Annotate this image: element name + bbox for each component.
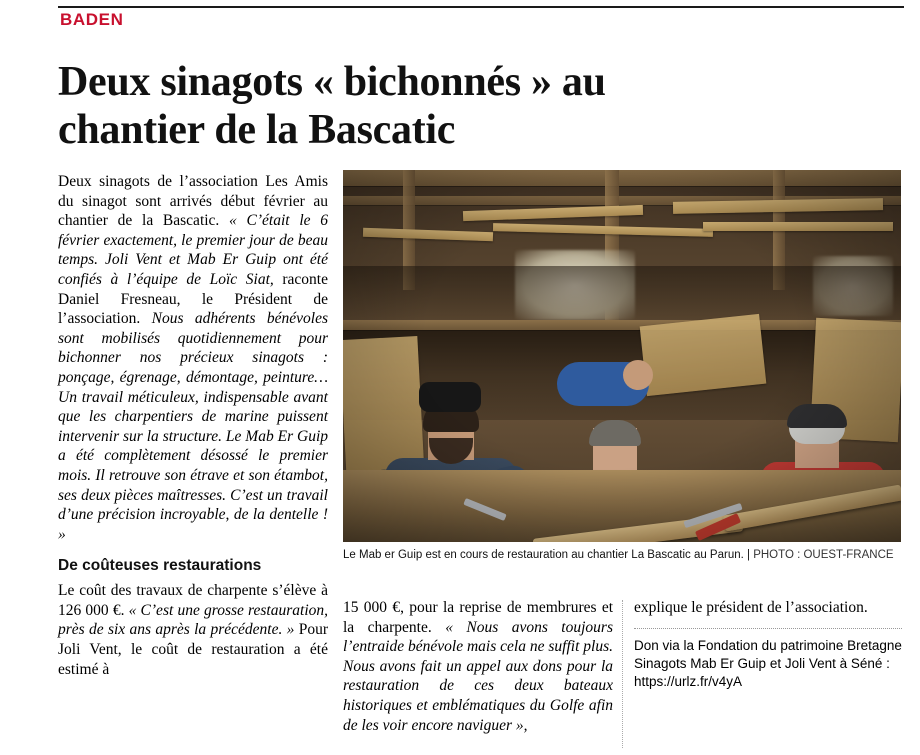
- section-subheading: De coûteuses restaurations: [58, 557, 262, 575]
- article-paragraph-intro: [58, 172, 328, 544]
- top-divider-rule: [58, 6, 904, 8]
- donation-infobox: Don via la Fondation du patrimoine Bretagne Sinagots Mab Er Guip et Joli Vent à Séné : https://urlz.fr/v4yA: [634, 637, 902, 689]
- cost-text-a: Le coût des travaux de charpente s’élève à 126 000 €.: [58, 582, 328, 619]
- page-title: Deux sinagots « bichonnés » au chantier de la Bascatic: [58, 59, 606, 154]
- article-photo: [343, 170, 901, 542]
- photo-credit: PHOTO : OUEST-FRANCE: [753, 549, 894, 561]
- workshop-boat-restoration-image: [343, 170, 901, 542]
- article-paragraph-donation: [343, 598, 613, 735]
- attribution-text-1: raconte Daniel Fresneau, le Président de l’association.: [58, 270, 328, 328]
- cost-text-b: Pour Joli Vent, le coût de restauration a été estimé à: [58, 621, 328, 678]
- article-column-middle: [343, 598, 613, 735]
- column-divider-rule: [622, 600, 624, 748]
- cost-quote: « C’est une grosse restauration, près de six ans après la précédente. »: [58, 601, 329, 639]
- donation-quote: « Nous avons toujours l’entraide bénévole mais cela ne suffit plus. Nous avons fait un appel aux dons pour la restauration de ces deux bateaux historiques et emblématiques du Golfe afin de les voir encore naviguer »,: [343, 618, 613, 734]
- article-paragraph-closing: [634, 598, 902, 618]
- quote-text-1: « C’était le 6 février exactement, le premier jour de beau temps. Joli Vent et Mab Er Guip ont été confiés à l’équipe de Loïc Siat,: [58, 212, 328, 288]
- infobox-divider: [634, 628, 902, 629]
- quote-text-2: Nous adhérents bénévoles sont mobilisés quotidiennement pour bichonner nos précieux sinagots : ponçage, égrenage, démontage, peinture… Un travail méticuleux, indispensable avant que les charpentiers de marine puissent intervenir sur la structure. Le Mab Er Guip a été complètement désossé le premier mois. Il retrouve son étrave et son étambot, ses deux pièces maîtresses. C’est un travail d’une précision incroyable, de la dentelle ! »: [58, 310, 328, 543]
- photo-caption-text: Le Mab er Guip est en cours de restauration au chantier La Bascatic au Parun. |: [343, 549, 754, 561]
- donation-text-a: 15 000 €, pour la reprise de membrures et la charpente.: [343, 599, 613, 636]
- article-paragraph-cost: [58, 581, 328, 679]
- photo-vignette: [343, 170, 901, 542]
- closing-text: explique le président de l’association.: [634, 599, 868, 616]
- photo-caption: [343, 548, 901, 563]
- article-kicker: BADEN: [60, 10, 124, 29]
- intro-text: Deux sinagots de l’association Les Amis du sinagot sont arrivés début février au chantier de la Bascatic.: [58, 173, 328, 230]
- article-column-right: [634, 598, 902, 691]
- article-column-left: [58, 172, 328, 679]
